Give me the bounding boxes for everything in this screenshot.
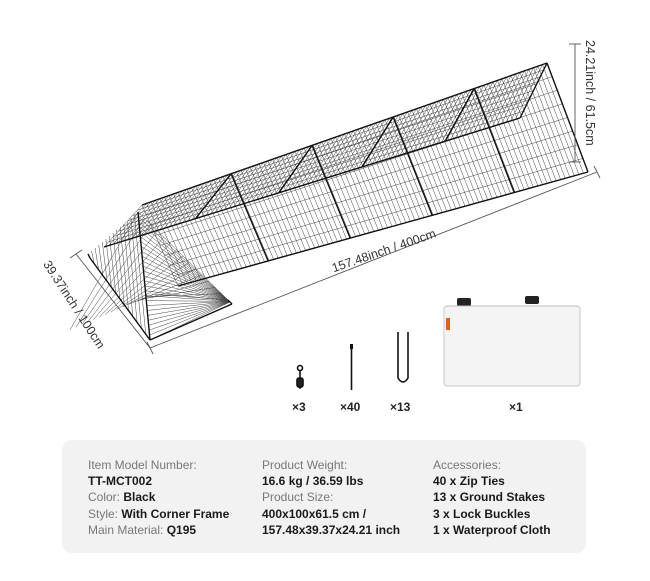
ground-stake-icon: [398, 332, 408, 382]
lock-buckle-quantity: ×3: [292, 400, 306, 414]
width-dimension-label: 39.37inch / 100cm: [40, 258, 108, 352]
product-weight-label: Product Weight:: [262, 458, 348, 472]
support-bar: [393, 117, 432, 215]
style-label: Style:: [88, 506, 119, 521]
color-label: Color:: [88, 490, 121, 505]
item-model-number-label: Item Model Number:: [88, 458, 197, 472]
waterproof-cloth-icon: [444, 296, 580, 386]
ground-stake-quantity: ×13: [390, 400, 411, 414]
spec-column-accessories: [433, 457, 551, 538]
height-dimension-label: 24.21inch / 61.5cm: [583, 40, 597, 146]
product-size-metric: 400x100x61.5 cm /: [262, 506, 367, 521]
zip-tie-icon: [350, 344, 353, 390]
color-value: Black: [123, 490, 156, 505]
specification-panel: [62, 440, 586, 553]
ridge-bar: [142, 63, 547, 205]
main-material-value: Q195: [166, 522, 197, 537]
accessories-label: Accessories:: [433, 458, 502, 472]
accessory-item: 13 x Ground Stakes: [433, 490, 546, 505]
product-size-imperial: 157.48x39.37x24.21 inch: [262, 522, 401, 537]
style-value: With Corner Frame: [121, 506, 230, 521]
accessory-item: 1 x Waterproof Cloth: [433, 522, 551, 537]
main-material-label: Main Material:: [88, 522, 164, 537]
spec-column-model: [88, 457, 229, 538]
tunnel-mesh: [70, 63, 588, 340]
accessory-item: 3 x Lock Buckles: [433, 506, 531, 521]
accessory-item: 40 x Zip Ties: [433, 474, 505, 489]
zip-tie-quantity: ×40: [340, 400, 361, 414]
lock-buckle-icon: [297, 366, 303, 389]
waterproof-cloth-quantity: ×1: [509, 400, 523, 414]
length-dimension-label: 157.48inch / 400cm: [330, 226, 438, 276]
spec-column-size: [262, 457, 400, 538]
product-size-label: Product Size:: [262, 490, 334, 505]
product-weight-value: 16.6 kg / 36.59 lbs: [262, 474, 364, 489]
item-model-number-value: TT-MCT002: [88, 474, 153, 489]
back-base-bar: [104, 118, 520, 247]
